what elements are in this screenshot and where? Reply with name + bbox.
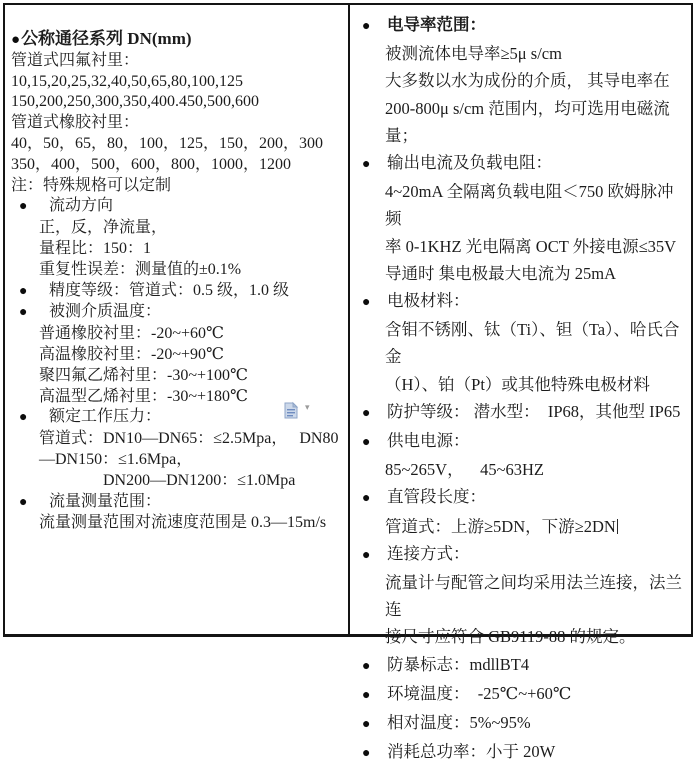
spec-text: 流动方向 <box>49 197 114 215</box>
bullet-icon: ● <box>11 32 21 48</box>
text-cursor <box>617 519 618 534</box>
spec-line <box>356 95 687 149</box>
spec-line <box>11 450 344 471</box>
spec-text: 普通橡胶衬里：-20~+60℃ <box>39 325 224 343</box>
bullet-icon: ● <box>362 746 371 762</box>
bullet-icon: ● <box>362 295 371 311</box>
bullet-icon: ● <box>362 19 371 34</box>
spec-line <box>356 456 687 483</box>
spec-line <box>356 738 687 767</box>
spec-text: 直管段长度： <box>387 487 486 507</box>
spec-text: 注：特殊规格可以定制 <box>11 176 172 194</box>
right-column <box>350 5 691 762</box>
bullet-icon: ● <box>362 157 371 173</box>
bullet-icon: ● <box>362 547 371 563</box>
spec-text: 相对温度：5%~95% <box>387 713 531 733</box>
spec-text: —DN150：≤1.6Mpa， <box>39 450 193 468</box>
spec-text: 流量测量范围对流速度范围是 0.3—15m/s <box>39 514 327 532</box>
spec-line <box>356 67 687 94</box>
bullet-icon: ● <box>19 305 28 321</box>
spec-text: 消耗总功率：小于 20W <box>387 742 556 762</box>
spec-line <box>356 149 687 178</box>
spec-line <box>356 569 687 623</box>
spec-line <box>11 239 344 260</box>
spec-text: 被测流体电导率≥5μ s/cm <box>385 44 562 64</box>
bullet-icon: ● <box>362 435 371 451</box>
spec-text: 率 0-1KHZ 光电隔离 OCT 外接电源≤35V <box>385 236 677 256</box>
spec-line <box>11 51 344 72</box>
spec-text: 高温橡胶衬里：-20~+90℃ <box>39 345 224 363</box>
spec-line <box>11 92 344 113</box>
spec-line <box>356 427 687 456</box>
spec-line <box>11 513 344 534</box>
spec-text: 电导率范围： <box>387 15 486 34</box>
spec-text: 防护等级： 潜水型： IP68，其他型 IP65 <box>387 401 681 421</box>
spec-line <box>11 302 344 324</box>
bullet-icon: ● <box>362 491 371 507</box>
spec-text: 接尺寸应符合 GB9119-88 的规定。 <box>385 627 636 647</box>
paste-options-icon[interactable] <box>283 402 299 420</box>
spec-line <box>11 29 344 51</box>
spec-line <box>356 287 687 316</box>
spec-line <box>11 471 344 492</box>
spec-text: 管道式：DN10—DN65：≤2.5Mpa， DN80 <box>39 430 339 448</box>
spec-text: 85~265V， 45~63HZ <box>385 460 545 480</box>
spec-line <box>356 513 687 540</box>
spec-text: 供电电源： <box>387 431 470 451</box>
spec-text: 公称通径系列 DN(mm) <box>21 29 192 48</box>
spec-text: 流量计与配管之间均采用法兰连接，法兰连 <box>385 573 682 620</box>
spec-text: 管道式四氟衬里： <box>11 51 140 69</box>
spec-text: 量程比：150：1 <box>39 239 152 257</box>
spec-line <box>356 233 687 260</box>
spec-line <box>11 134 344 155</box>
spec-line <box>11 155 344 176</box>
spec-text: 40，50，65，80，100，125，150，200，300 <box>11 134 324 152</box>
spec-text: 电极材料： <box>387 291 470 311</box>
spec-line <box>356 40 687 67</box>
spec-text: 连接方式： <box>387 543 470 563</box>
spec-text: 高温型乙烯衬里：-30~+180℃ <box>39 387 248 405</box>
spec-text: 聚四氟乙烯衬里：-30~+100℃ <box>39 366 248 384</box>
spec-line <box>356 398 687 427</box>
spec-line <box>11 492 344 514</box>
paste-options-widget[interactable] <box>283 402 310 420</box>
spec-text: 被测介质温度： <box>49 303 162 321</box>
spec-text: 200-800μ s/cm 范围内，均可选用电磁流量； <box>385 98 670 145</box>
spec-line <box>356 260 687 287</box>
spec-line <box>356 540 687 569</box>
spec-text: 管道式：上游≥5DN，下游≥2DN <box>385 516 616 536</box>
spec-text: 4~20mA 全隔离负载电阻＜750 欧姆脉冲频 <box>385 182 674 229</box>
spec-line <box>11 366 344 387</box>
spec-text: 150,200,250,300,350,400.450,500,600 <box>11 93 259 111</box>
bullet-icon: ● <box>19 199 28 215</box>
spec-text: 额定工作压力： <box>49 408 162 426</box>
spec-line <box>356 316 687 370</box>
left-column <box>5 5 350 634</box>
spec-text: 导通时 集电极最大电流为 25mA <box>385 263 616 283</box>
spec-line <box>356 178 687 232</box>
spec-text: 350，400，500，600，800，1000，1200 <box>11 155 292 173</box>
spec-line <box>11 345 344 366</box>
spec-line <box>11 218 344 239</box>
spec-line <box>11 196 344 218</box>
spec-text: 输出电流及负载电阻： <box>387 153 552 173</box>
bullet-icon: ● <box>19 494 28 510</box>
bullet-icon: ● <box>362 687 371 703</box>
spec-text: 大多数以水为成份的介质， 其导电率在 <box>385 71 670 91</box>
spec-line <box>11 260 344 281</box>
spec-line <box>11 429 344 450</box>
spec-line <box>356 371 687 398</box>
bullet-icon: ● <box>362 717 371 733</box>
dropdown-arrow-icon[interactable]: ▾ <box>305 403 310 413</box>
spec-text: DN200—DN1200：≤1.0Mpa <box>103 471 296 489</box>
spec-table <box>3 3 693 762</box>
spec-text: 重复性误差：测量值的±0.1% <box>39 260 242 278</box>
spec-text: 含钼不锈刚、钛（Ti）、钽（Ta）、哈氏合金 <box>385 320 680 367</box>
spec-line <box>356 483 687 512</box>
spec-text: 环境温度： -25℃~+60℃ <box>387 683 572 703</box>
bullet-icon: ● <box>362 658 371 674</box>
spec-line <box>356 623 687 650</box>
spec-line <box>356 11 687 40</box>
bullet-icon: ● <box>362 405 371 421</box>
spec-text: 流量测量范围： <box>49 492 162 510</box>
spec-text: （H）、铂（Pt）或其他特殊电极材料 <box>385 374 650 394</box>
spec-line <box>356 680 687 709</box>
spec-text: 正，反，净流量， <box>39 219 168 237</box>
spec-line <box>356 651 687 680</box>
spec-text: 防暴标志：mdllBT4 <box>387 654 530 674</box>
spec-text: 管道式橡胶衬里： <box>11 114 140 132</box>
bullet-icon: ● <box>19 283 28 299</box>
spec-line <box>356 709 687 738</box>
spec-line <box>11 324 344 345</box>
spec-line <box>11 72 344 93</box>
spec-text: 精度等级：管道式：0.5 级，1.0 级 <box>49 281 290 299</box>
spec-text: 10,15,20,25,32,40,50,65,80,100,125 <box>11 72 243 90</box>
bullet-icon: ● <box>19 410 28 426</box>
spec-line <box>11 113 344 134</box>
spec-line <box>11 281 344 303</box>
spec-line <box>11 176 344 197</box>
